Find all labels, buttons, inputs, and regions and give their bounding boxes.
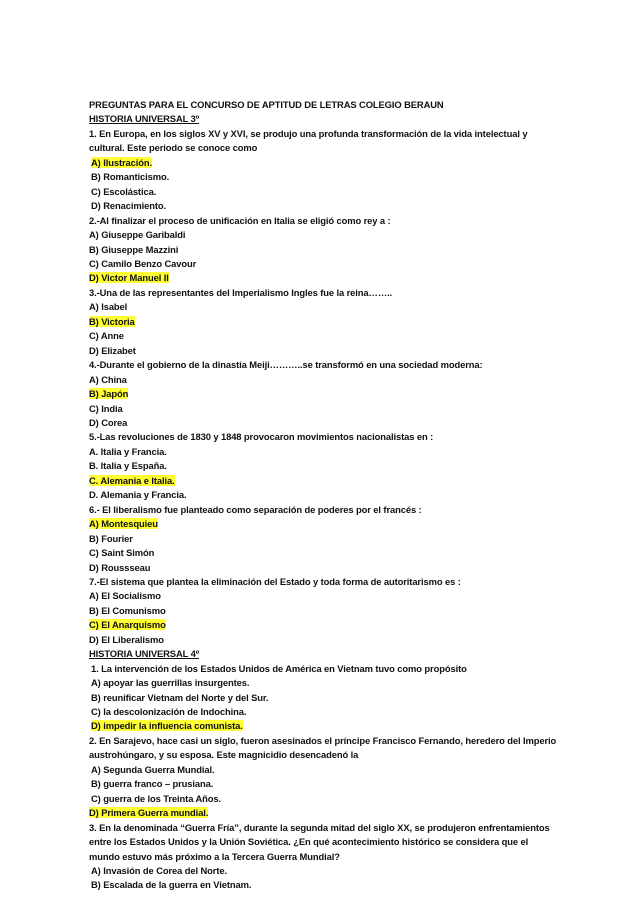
question-7-option-a: A) El Socialismo: [89, 590, 161, 602]
question-1-option-c: C) Escolástica.: [91, 185, 157, 197]
question-7-option-d: D) El Liberalismo: [89, 633, 164, 645]
question-4-2-option-d: [89, 806, 559, 820]
question-6-option-a: [89, 517, 559, 531]
question-4-2-text: 2. En Sarajevo, hace casi un siglo, fueron asesinados el príncipe Francisco Fernando, heredero del Imperio austrohúngaro, y su esposa. Este magnicidio desencadenó la: [89, 734, 557, 761]
section-heading-4: HISTORIA UNIVERSAL 4º: [89, 648, 200, 660]
question-4-1-option-a: A) apoyar las guerrillas insurgentes.: [91, 677, 250, 689]
question-5-option-d: D. Alemania y Francia.: [89, 489, 187, 501]
question-3-option-b: [89, 315, 559, 329]
question-1-option-b: B) Romanticismo.: [91, 171, 170, 183]
question-7-option-b: B) El Comunismo: [89, 604, 166, 616]
question-4-option-d: D) Corea: [89, 416, 128, 428]
question-5-text: 5.-Las revoluciones de 1830 y 1848 provocaron movimientos nacionalistas en :: [89, 431, 434, 443]
highlighted-answer: B) Japón: [89, 388, 129, 400]
question-4-2-option-b: B) guerra franco – prusiana.: [91, 778, 214, 790]
question-4-1-option-d: [89, 719, 559, 733]
question-4-1-option-b: B) reunificar Vietnam del Norte y del Sur.: [91, 691, 269, 703]
question-5-option-b: B. Italia y España.: [89, 460, 167, 472]
question-4-option-a: A) China: [89, 373, 127, 385]
document-body: [89, 98, 559, 893]
question-4-3-option-b: B) Escalada de la guerra en Vietnam.: [91, 879, 252, 891]
question-2-option-d: [89, 271, 559, 285]
question-6-option-d: D) Roussseau: [89, 561, 151, 573]
question-1-option-d: D) Renacimiento.: [91, 200, 166, 212]
highlighted-answer: D) Primera Guerra mundial.: [89, 807, 209, 819]
highlighted-answer: C. Alemania e Italia.: [89, 474, 175, 486]
highlighted-answer: A) Ilustración.: [91, 156, 153, 168]
question-4-option-b: [89, 387, 559, 401]
question-2-text: 2.-Al finalizar el proceso de unificación en Italia se eligió como rey a :: [89, 214, 391, 226]
question-4-3-text: 3. En la denominada “Guerra Fría”, durante la segunda mitad del siglo XX, se produjeron enfrentamientos entre los Estados Unidos y la Unión Soviética. ¿En qué acontecimiento histórico se considera que el mundo estuvo más próximo a la Tercera Guerra Mundial?: [89, 821, 550, 862]
highlighted-answer: C) El Anarquismo: [89, 619, 166, 631]
question-2-option-b: B) Giuseppe Mazzini: [89, 243, 179, 255]
question-4-1-text: 1. La intervención de los Estados Unidos de América en Vietnam tuvo como propósito: [91, 662, 467, 674]
document-title: PREGUNTAS PARA EL CONCURSO DE APTITUD DE LETRAS COLEGIO BERAUN: [89, 99, 444, 110]
question-4-3-option-a: A) Invasión de Corea del Norte.: [91, 865, 227, 877]
question-4-text: 4.-Durante el gobierno de la dinastía Meiji………..se transformó en una sociedad moderna:: [89, 359, 483, 371]
question-3-option-a: A) Isabel: [89, 301, 128, 313]
question-1-text: 1. En Europa, en los siglos XV y XVI, se produjo una profunda transformación de la vida intelectual y cultural. Este periodo se conoce como: [89, 127, 528, 154]
question-3-option-d: D) Elizabet: [89, 344, 136, 356]
question-2-option-c: C) Camilo Benzo Cavour: [89, 257, 197, 269]
question-4-2-option-a: A) Segunda Guerra Mundial.: [91, 763, 215, 775]
highlighted-answer: A) Montesquieu: [89, 518, 158, 530]
question-5-option-c: [89, 474, 559, 488]
question-3-option-c: C) Anne: [89, 330, 124, 342]
highlighted-answer: B) Victoria: [89, 315, 135, 327]
section-heading-3: HISTORIA UNIVERSAL 3º: [89, 113, 200, 125]
question-4-option-c: C) India: [89, 402, 123, 414]
question-5-option-a: A. Italia y Francia.: [89, 445, 167, 457]
question-2-option-a: A) Giuseppe Garibaldi: [89, 229, 186, 241]
question-6-option-b: B) Fourier: [89, 532, 133, 544]
question-1-option-a: [89, 156, 559, 170]
highlighted-answer: D) Victor Manuel II: [89, 272, 169, 284]
question-6-text: 6.- El liberalismo fue planteado como separación de poderes por el francés :: [89, 503, 422, 515]
question-3-text: 3.-Una de las representantes del Imperialismo Ingles fue la reina……..: [89, 286, 393, 298]
question-7-option-c: [89, 618, 559, 632]
question-4-1-option-c: C) la descolonización de Indochina.: [91, 706, 247, 718]
question-4-2-option-c: C) guerra de los Treinta Años.: [91, 792, 222, 804]
question-6-option-c: C) Saint Simón: [89, 547, 155, 559]
question-7-text: 7.-El sistema que plantea la eliminación del Estado y toda forma de autoritarismo es :: [89, 575, 461, 587]
highlighted-answer: D) impedir la influencia comunista.: [91, 720, 243, 732]
